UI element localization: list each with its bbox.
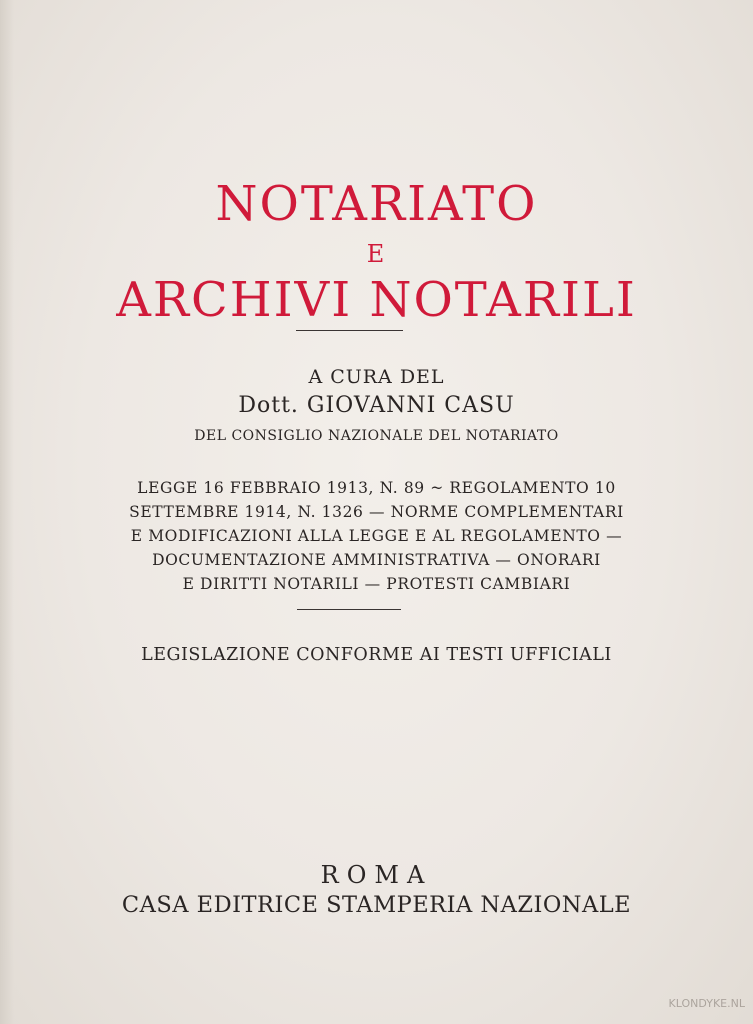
author-prefix: Dott. bbox=[238, 393, 299, 418]
author-affiliation: DEL CONSIGLIO NAZIONALE DEL NOTARIATO bbox=[194, 428, 559, 444]
legislation-note: LEGISLAZIONE CONFORME AI TESTI UFFICIALI bbox=[141, 645, 612, 665]
description-divider bbox=[297, 609, 401, 610]
description-line: E DIRITTI NOTARILI — PROTESTI CAMBIARI bbox=[182, 575, 571, 593]
description-line: E MODIFICAZIONI ALLA LEGGE E AL REGOLAMENTO — bbox=[130, 527, 623, 545]
description-line: DOCUMENTAZIONE AMMINISTRATIVA — ONORARI bbox=[152, 551, 601, 569]
publisher-city: ROMA bbox=[320, 861, 433, 889]
title-conjunction: E bbox=[366, 240, 387, 268]
author-name: GIOVANNI CASU bbox=[306, 393, 515, 418]
title-line-2: ARCHIVI NOTARILI bbox=[116, 272, 637, 328]
watermark: KLONDYKE.NL bbox=[668, 997, 745, 1010]
description-line: SETTEMBRE 1914, N. 1326 — NORME COMPLEMENTARI bbox=[129, 503, 624, 521]
contents-description bbox=[0, 476, 753, 596]
title-line-1: NOTARIATO bbox=[215, 176, 538, 232]
edited-by-label: A CURA DEL bbox=[308, 366, 445, 388]
publisher-name: CASA EDITRICE STAMPERIA NAZIONALE bbox=[121, 892, 632, 918]
title-divider bbox=[296, 330, 403, 331]
author-line bbox=[0, 393, 753, 418]
description-line: LEGGE 16 FEBBRAIO 1913, N. 89 ~ REGOLAMENTO 10 bbox=[137, 479, 616, 497]
